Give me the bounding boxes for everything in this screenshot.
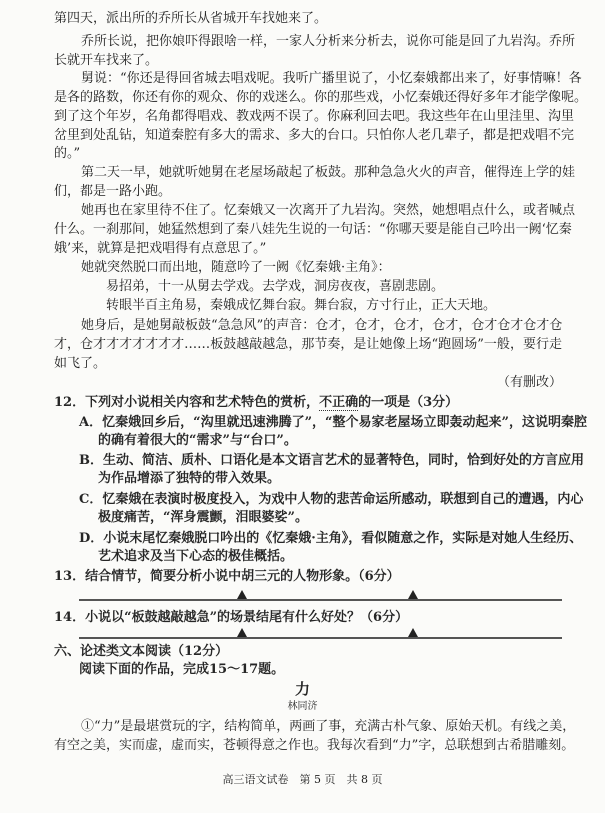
passage-line: 到了这个年岁，名角都得唱戏、教戏两不误了。你麻利回去吧。我这些年在山里洼里、沟里: [54, 109, 575, 124]
revision-note: （有删改）: [496, 375, 562, 390]
section-heading: 六、论述类文本阅读（12分）: [54, 644, 229, 659]
passage-line: 岔里到处乱钻，知道秦腔有多大的需求、多大的台口。只怕你人老几辈子，都是把戏唱不完: [54, 128, 575, 143]
triangle-marker-icon: [237, 628, 247, 637]
passage-line: 她身后，是她舅敲板鼓“急急风”的声音：仓才，仓才，仓才，仓才，仓才仓才仓才仓: [81, 318, 563, 333]
option-d: D．小说末尾忆秦娥脱口吟出的《忆秦娥·主角》，看似随意之作，实际是对她人生经历、: [79, 531, 583, 546]
section-instruction: 阅读下面的作品，完成15～17题。: [79, 662, 285, 677]
passage-line: 娥’来，就算是把戏唱得有点意思了。”: [54, 241, 267, 256]
passage-line: 如飞了。: [54, 356, 107, 371]
emphasis-text: 不正确: [319, 395, 359, 410]
page-footer: 高三语文试卷 第 5 页 共 8 页: [222, 773, 383, 786]
triangle-marker-icon: [237, 590, 247, 599]
option-d: 艺术追求及当下心态的极佳概括。: [98, 549, 294, 564]
question-stem: 的一项是（3分）: [358, 395, 459, 410]
passage-line: 们，都是一路小跑。: [54, 184, 172, 199]
answer-line[interactable]: [79, 637, 562, 639]
question-stem: 12．下列对小说相关内容和艺术特色的赏析，: [54, 395, 320, 410]
triangle-marker-icon: [408, 590, 418, 599]
passage-line: 乔所长说，把你娘吓得跟啥一样，一家人分析来分析去，说你可能是回了九岩沟。乔所: [81, 34, 576, 49]
article-line: 有空之美，实而虚，虚而实，苍顿得意之作也。我每次看到“力”字，总联想到古希腊雕刻。: [54, 738, 575, 753]
poem-line: 转眼半百主角易，秦娥成忆舞台寂。舞台寂，方寸行止，正大天地。: [106, 298, 497, 313]
passage-line: 她就突然脱口而出地，随意吟了一阙《忆秦娥·主角》：: [81, 260, 391, 275]
question-12: [54, 394, 458, 411]
passage-line: 是各的路数，你还有你的观众、你的戏迷么。你的那些戏，小忆秦娥还得好多年才能学像呢。: [54, 90, 588, 105]
option-c: 极度痛苦，“浑身震颤，泪眼婆娑”。: [98, 510, 308, 525]
answer-line[interactable]: [79, 599, 562, 601]
article-author: 林同济: [287, 701, 318, 712]
passage-line: 第二天一早，她就听她舅在老屋场敲起了板鼓。那种急急火火的声音，催得连上学的娃: [81, 165, 576, 180]
passage-line: 才，仓才才才才才才才……板鼓越敲越急，那节奏，是让她像上场“跑圆场”一般，要行走: [54, 337, 562, 352]
article-line: ①“力”是最堪赏玩的字，结构简单，两画了事，充满古朴气象、原始天机。有线之美，: [81, 719, 576, 734]
poem-line: 易招弟，十一从舅去学戏。去学戏，洞房夜夜，喜剧悲剧。: [106, 279, 445, 294]
option-b: 为作品增添了独特的带入效果。: [98, 471, 281, 486]
passage-line: 她再也在家里待不住了。忆秦娥又一次离开了九岩沟。突然，她想唱点什么，或者喊点: [81, 203, 576, 218]
question-14: 14．小说以“板鼓越敲越急”的场景结尾有什么好处？（6分）: [54, 610, 409, 625]
article-title: 力: [294, 680, 310, 698]
option-c: C．忆秦娥在表演时极度投入，为戏中人物的悲苦命运所感动，联想到自己的遭遇，内心: [79, 492, 584, 507]
passage-line: 的。”: [54, 146, 81, 161]
passage-line: 什么。一刹那间，她猛然想到了秦八娃先生说的一句话：“你哪天要是能自己吟出一阙‘忆秦: [54, 222, 572, 237]
passage-line: 第四天，派出所的乔所长从省城开车找她来了。: [54, 11, 328, 26]
triangle-marker-icon: [408, 628, 418, 637]
passage-line: 长就开车找来了。: [54, 53, 159, 68]
option-b: B．生动、简洁、质朴、口语化是本文语言艺术的显著特色，同时，恰到好处的方言应用: [79, 453, 584, 468]
option-a: 的确有着很大的“需求”与“台口”。: [98, 433, 297, 448]
question-13: 13．结合情节，简要分析小说中胡三元的人物形象。（6分）: [54, 569, 400, 584]
option-a: A．忆秦娥回乡后，“沟里就迅速沸腾了”，“整个易家老屋场立即轰动起来”，这说明秦腔: [79, 415, 587, 430]
passage-line: 舅说：“你还是得回省城去唱戏呢。我听广播里说了，小忆秦娥都出来了，好事情嘛！各: [81, 71, 582, 86]
